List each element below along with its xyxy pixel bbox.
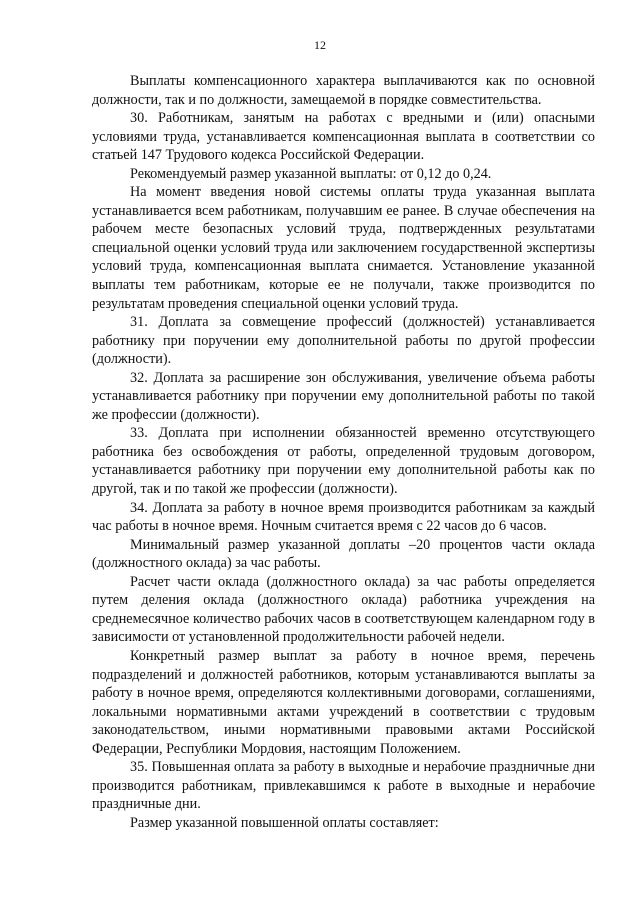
page-number: 12 bbox=[314, 38, 326, 52]
paragraph-compensation-payments: Выплаты компенсационного характера выплачиваются как по основной должности, так и по должности, замещаемой в порядке совместительства. bbox=[92, 73, 595, 108]
paragraph-hourly-calculation: Расчет части оклада (должностного оклада) за час работы определяется путем деления оклада (должностного оклада) работника учреждения на среднемесячное количество рабочих часов в соответствующем календарном году в зависимости от установленной продолжительности рабочей недели. bbox=[92, 573, 595, 646]
paragraph-new-system-introduction: На момент введения новой системы оплаты труда указанная выплата устанавливается всем работникам, получавшим ее ранее. В случае обеспечения на рабочем месте безопасных условий труда, подтвержденных результатами специальной оценки условий труда или заключением государственной экспертизы условий труда, компенсационная выплата снимается. Установление указанной выплаты тем работникам, которые ее не получали, также производится по результатам проведения специальной оценки условий труда. bbox=[92, 184, 595, 312]
paragraph-item-31: 31. Доплата за совмещение профессий (должностей) устанавливается работнику при поручении ему дополнительной работы по другой профессии (должности). bbox=[92, 314, 595, 368]
paragraph-recommended-size: Рекомендуемый размер указанной выплаты: от 0,12 до 0,24. bbox=[130, 165, 492, 182]
paragraph-specific-night-pay: Конкретный размер выплат за работу в ночное время, перечень подразделений и должностей работников, которым устанавливаются выплаты за работу в ночное время, определяются коллективными договорами, соглашениями, локальными нормативными актами учреждений в соответствии с трудовым законодательством, иными нормативными правовыми актами Российской Федерации, Республики Мордовия, настоящим Положением. bbox=[92, 647, 595, 757]
paragraph-item-30: 30. Работникам, занятым на работах с вредными и (или) опасными условиями труда, устанавливается компенсационная выплата в соответствии со статьей 147 Трудового кодекса Российской Федерации. bbox=[92, 110, 595, 164]
paragraph-item-35: 35. Повышенная оплата за работу в выходные и нерабочие праздничные дни производится работникам, привлекавшимся к работе в выходные и нерабочие праздничные дни. bbox=[92, 759, 595, 813]
paragraph-item-32: 32. Доплата за расширение зон обслуживания, увеличение объема работы устанавливается работнику при поручении ему дополнительной работы по такой же профессии (должности). bbox=[92, 369, 595, 423]
paragraph-item-33: 33. Доплата при исполнении обязанностей временно отсутствующего работника без освобождения от работы, определенной трудовым договором, устанавливается работнику при поручении ему дополнительной работы как по другой, так и по такой же профессии (должности). bbox=[92, 425, 595, 498]
document-body bbox=[92, 72, 595, 832]
paragraph-item-34: 34. Доплата за работу в ночное время производится работникам за каждый час работы в ночное время. Ночным считается время с 22 часов до 6 часов. bbox=[92, 499, 595, 535]
paragraph-minimum-night-pay: Минимальный размер указанной доплаты –20 процентов части оклада (должностного оклада) за час работы. bbox=[92, 536, 595, 572]
paragraph-increased-pay-size: Размер указанной повышенной оплаты составляет: bbox=[130, 814, 439, 831]
